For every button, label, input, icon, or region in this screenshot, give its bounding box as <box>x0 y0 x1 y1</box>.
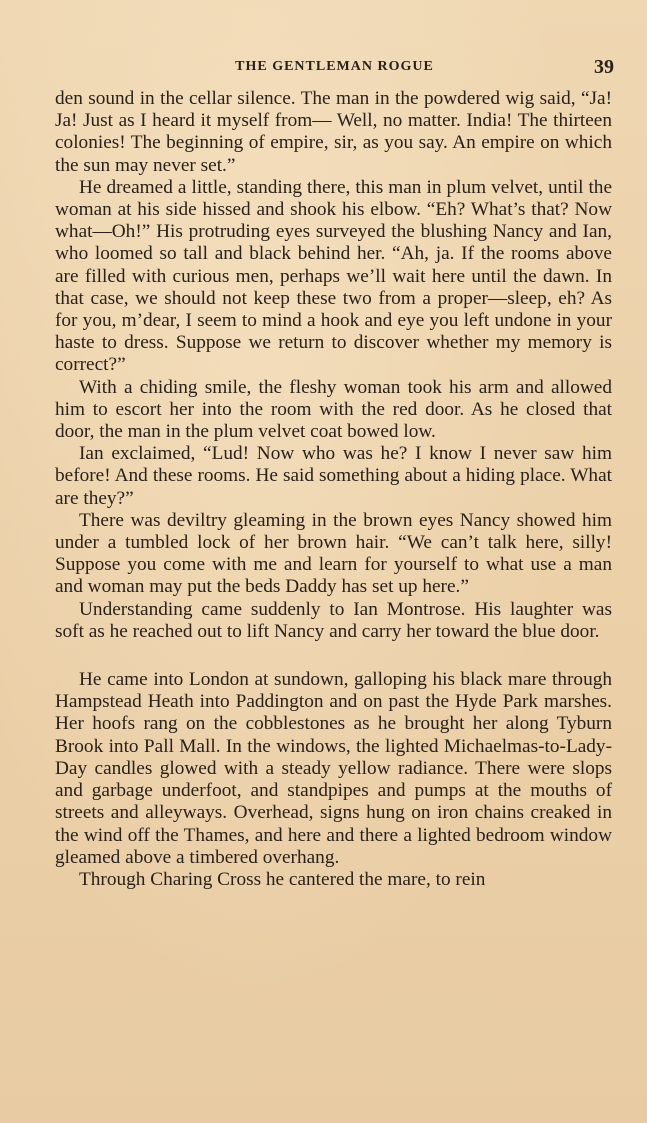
paragraph: There was deviltry gleaming in the brown eyes Nancy showed him under a tumbled lock of her brown hair. “We can’t talk here, silly! Suppose you come with me and learn for yourself to what use a man and woman may put the beds Daddy has set up here.” <box>55 509 612 598</box>
paragraph: With a chiding smile, the fleshy woman took his arm and allowed him to escort her into the room with the red door. As he closed that door, the man in the plum velvet coat bowed low. <box>55 376 612 443</box>
paragraph: He came into London at sundown, galloping his black mare through Hampstead Heath into Paddington and on past the Hyde Park marshes. Her hoofs rang on the cobblestones as he brought her along Tyburn Brook into Pall Mall. In the windows, the lighted Michaelmas-to-Lady-Day candles glowed with a steady yellow radiance. There were slops and garbage underfoot, and standpipes and pumps at the mouths of streets and alleyways. Overhead, signs hung on iron chains creaked in the wind off the Thames, and here and there a lighted bedroom window gleamed above a timbered overhang. <box>55 669 612 868</box>
paragraph: Ian exclaimed, “Lud! Now who was he? I know I never saw him before! And these rooms. He said something about a hiding place. What are they?” <box>55 443 612 509</box>
scene-break <box>55 643 612 669</box>
page-header <box>55 56 614 80</box>
page-number: 39 <box>594 56 614 78</box>
running-head: THE GENTLEMAN ROGUE <box>235 59 434 74</box>
body-text <box>55 88 612 891</box>
paragraph: He dreamed a little, standing there, this man in plum velvet, until the woman at his side hissed and shook his elbow. “Eh? What’s that? Now what—Oh!” His protruding eyes surveyed the blushing Nancy and Ian, who loomed so tall and black behind her. “Ah, ja. If the rooms above are filled with curious men, perhaps we’ll wait here until the dawn. In that case, we should not keep these two from a proper—sleep, eh? As for you, m’dear, I seem to mind a hook and eye you left undone in your haste to dress. Suppose we return to discover whether my memory is correct?” <box>55 176 612 376</box>
paragraph: den sound in the cellar silence. The man in the powdered wig said, “Ja! Ja! Just as I heard it myself from— Well, no matter. India! The thirteen colonies! The beginning of empire, sir, as you say. An empire on which the sun may never set.” <box>55 88 612 176</box>
paragraph: Understanding came suddenly to Ian Montrose. His laughter was soft as he reached out to lift Nancy and carry her toward the blue door. <box>55 598 612 642</box>
paragraph: Through Charing Cross he cantered the mare, to rein <box>79 868 486 890</box>
